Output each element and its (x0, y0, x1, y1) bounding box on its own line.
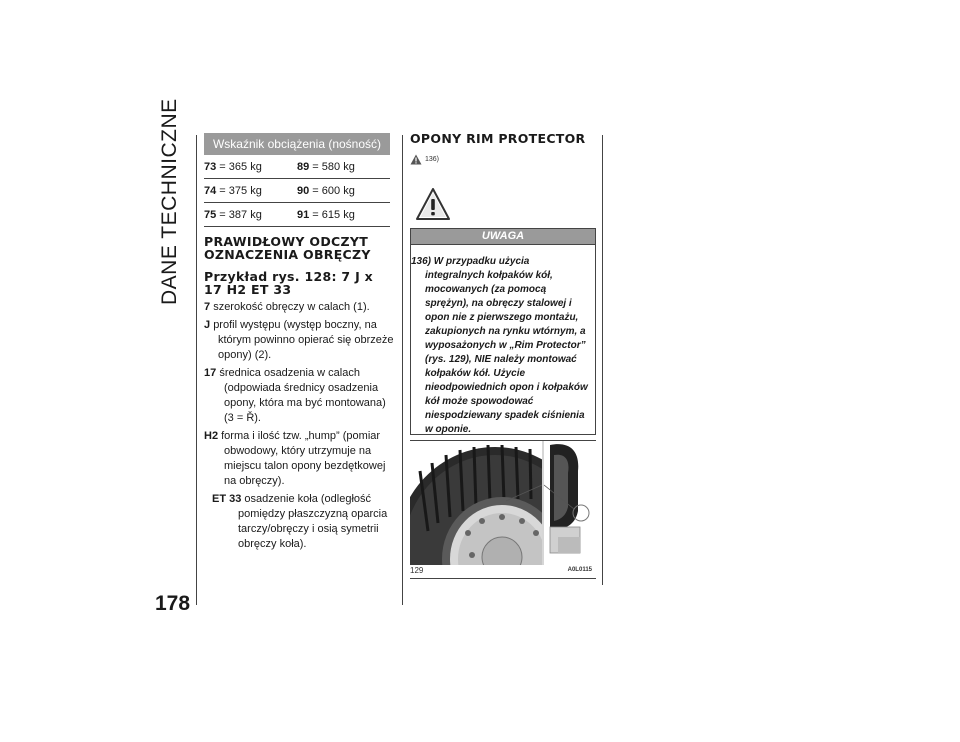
note-reference (410, 154, 598, 165)
right-column-rule (602, 135, 603, 585)
tire-cross-section-image (544, 441, 596, 565)
table-row (204, 179, 390, 203)
table-cell (204, 185, 297, 197)
table-cell (204, 209, 297, 221)
table-row (204, 155, 390, 179)
tire-illustration (410, 441, 596, 565)
rim-marking-section (204, 235, 394, 555)
load-value: = 580 kg (309, 160, 355, 173)
section-side-title (150, 98, 190, 305)
example-heading (204, 270, 394, 296)
definition: szerokość obręczy w calach (1). (213, 301, 370, 313)
warning-triangle-icon (410, 154, 422, 165)
heading-line: OZNACZENIA OBRĘCZY (204, 247, 371, 262)
section-heading (204, 235, 394, 261)
page-number: 178 (155, 592, 191, 615)
left-column-rule (196, 135, 197, 605)
heading-line: Przykład rys. 128: 7 J x (204, 269, 374, 284)
table-cell (204, 161, 297, 173)
load-index: 73 (204, 160, 217, 173)
load-index-table (204, 133, 390, 227)
load-value: = 375 kg (216, 184, 262, 197)
section-heading: OPONY RIM PROTECTOR (410, 131, 586, 146)
table-cell (297, 185, 390, 197)
heading-line: PRAWIDŁOWY ODCZYT (204, 234, 369, 249)
term: J (204, 319, 211, 331)
list-item (204, 366, 394, 426)
heading-line: 17 H2 ET 33 (204, 282, 292, 297)
warning-icon (416, 188, 450, 220)
definition: profil występu (występ boczny, na którym powinno opierać się obrzeże opony) (2). (213, 319, 394, 361)
load-value: = 600 kg (309, 184, 355, 197)
load-table-header: Wskaźnik obciążenia (nośność) (204, 133, 390, 155)
warning-text: 136) W przypadku użycia integralnych kołpaków kół, mocowanych (za pomocą sprężyn), na obręczy stalowej i opon nie z pierwszego montażu, zakupionych na rynku wtórnym, a wyposażonych w „Rim Protector” (rys. 129), NIE należy montować kołpaków kół. Użycie nieodpowiednich opon i kołpaków kół może spowodować niespodziewany spadek ciśnienia w oponie. (411, 256, 588, 435)
warning-box (410, 180, 596, 436)
middle-column-rule (402, 135, 403, 605)
term: H2 (204, 430, 219, 442)
definition: średnica osadzenia w calach (odpowiada średnicy osadzenia opony, która ma być montowana) (3 = Ř). (219, 367, 386, 424)
figure-number: 129 (410, 566, 424, 575)
list-item (204, 300, 394, 315)
load-index: 91 (297, 208, 310, 221)
load-value: = 615 kg (309, 208, 355, 221)
load-value: = 387 kg (216, 208, 262, 221)
figure-129 (410, 440, 596, 579)
list-item (204, 318, 394, 363)
note-ref-number: 136) (425, 156, 440, 163)
table-row (204, 203, 390, 227)
load-index: 74 (204, 184, 217, 197)
list-item (204, 492, 394, 552)
warning-text-box (410, 245, 596, 435)
term: ET 33 (212, 493, 242, 505)
load-index: 75 (204, 208, 217, 221)
definition: osadzenie koła (odległość pomiędzy płaszczyzną oparcia tarczy/obręczy i osią symetrii obręczy koła). (238, 493, 388, 550)
definition-list (204, 300, 394, 552)
load-index: 89 (297, 160, 310, 173)
rim-protector-section (410, 131, 598, 165)
table-cell (297, 209, 390, 221)
table-cell (297, 161, 390, 173)
load-index: 90 (297, 184, 310, 197)
figure-code: A0L0115 (567, 567, 592, 573)
side-title-text: DANE TECHNICZNE (158, 98, 181, 305)
term: 7 (204, 301, 211, 313)
load-value: = 365 kg (216, 160, 262, 173)
definition: forma i ilość tzw. „hump” (pomiar obwodowy, który utrzymuje na miejscu talon opony bezdętkowej na obręczy). (221, 430, 386, 487)
term: 17 (204, 367, 217, 379)
list-item (204, 429, 394, 489)
figure-bottom-rule (410, 578, 596, 579)
warning-label: UWAGA (410, 228, 596, 245)
